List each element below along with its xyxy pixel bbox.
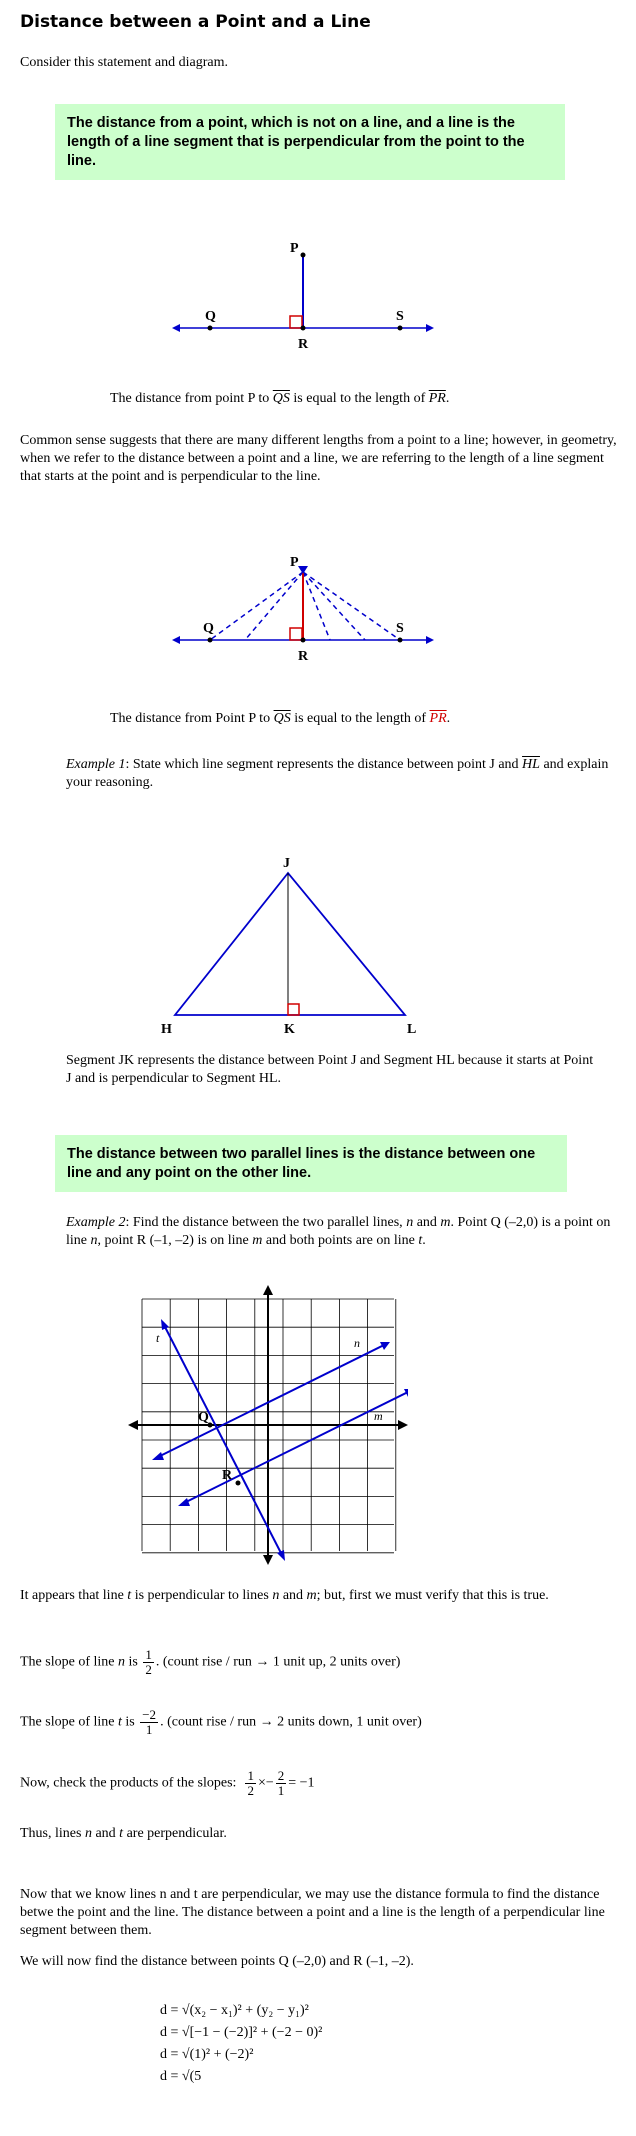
right-angle-mark [290, 316, 302, 328]
figure-many-distances [170, 552, 440, 667]
slope-products: Now, check the products of the slopes: $\frac{1}{2}$ ×− $\frac{2}{1}$ = −1 [20, 1768, 315, 1798]
arrow-down-icon [263, 1555, 273, 1565]
parallel-lines-box: The distance between two parallel lines is the distance between one line and any point on the other line. [55, 1135, 567, 1192]
label-l: L [407, 1022, 417, 1037]
formula-list [160, 2000, 322, 2088]
right-angle-mark [288, 1004, 299, 1015]
point-s [398, 326, 403, 331]
arrow-left-icon [172, 636, 180, 644]
label-r: R [298, 649, 309, 664]
point-p [301, 253, 306, 258]
figure-triangle [155, 855, 445, 1040]
point-q [208, 326, 213, 331]
label-r: R [298, 337, 309, 352]
right-angle-mark [290, 628, 302, 640]
caption-1: The distance from point P to $\overline{QS}$ is equal to the length of $\overline{PR}$. [110, 391, 450, 406]
paragraph-points: We will now find the distance between points Q (–2,0) and R (–1, –2). [20, 1954, 414, 1969]
label-q: Q [205, 309, 216, 324]
label-s: S [396, 621, 404, 636]
page-title: Distance between a Point and a Line [20, 12, 371, 32]
formula-line: d = √(1)² + (−2)² [160, 2047, 254, 2062]
thus-perpendicular: Thus, lines n and t are perpendicular. [20, 1826, 227, 1841]
arrow-right-icon [426, 324, 434, 332]
label-s: S [396, 309, 404, 324]
paragraph-common-sense: Common sense suggests that there are many different lengths from a point to a line; however, in geometry, when we refer to the distance between a point and a line, we are referring to the length of a line segment that starts at the point and is perpendicular to the line. [20, 433, 617, 484]
label-m: m [374, 1409, 383, 1423]
label-q: Q [203, 621, 214, 636]
arrow-right-icon [398, 1420, 408, 1430]
triangle-jhl [175, 873, 405, 1015]
example-1-answer: Segment JK represents the distance between Point J and Segment HL because it starts at Point J and is perpendicular to Segment HL. [66, 1053, 594, 1086]
label-p: P [290, 241, 299, 256]
label-q: Q [198, 1410, 209, 1425]
label-t: t [156, 1331, 160, 1345]
example-1-prompt: Example 1: State which line segment represents the distance between point J and $\overline{HL}$ and explain your reasoning. [66, 757, 609, 790]
slope-t: The slope of line t is $\frac{-2}{1}$ . (count rise / run → 2 units down, 1 unit over) [20, 1707, 422, 1737]
formula-line: d = √(5 [160, 2069, 202, 2084]
label-j: J [283, 856, 290, 871]
intro-text: Consider this statement and diagram. [20, 55, 229, 70]
line-m [184, 1391, 408, 1503]
arrow-up-icon [263, 1285, 273, 1295]
definition-box: The distance from a point, which is not on a line, and a line is the length of a line segment that is perpendicular from the point to the line. [55, 104, 565, 180]
paragraph-distance-formula: Now that we know lines n and t are perpendicular, we may use the distance formula to find the distance betwe the point and the line. The distance between a point and a line is the length of a perpendicular line segment between them. [20, 1887, 605, 1938]
label-n: n [354, 1336, 360, 1350]
label-k: K [284, 1022, 295, 1037]
slope-n: The slope of line n is $\frac{1}{2}$ . (count rise / run → 1 unit up, 2 units over) [20, 1647, 401, 1677]
figure-point-line [170, 240, 440, 355]
formula-line: d = √(x₂ − x₁)² + (y₂ − y₁)² [160, 2003, 309, 2018]
arrow-left-icon [128, 1420, 138, 1430]
arrow-right-icon [426, 636, 434, 644]
arrow-left-icon [172, 324, 180, 332]
label-h: H [161, 1022, 172, 1037]
caption-2: The distance from Point P to $\overline{QS}$ is equal to the length of $\overline{PR}$. [110, 711, 451, 726]
label-r: R [222, 1468, 233, 1483]
example-2-prompt: Example 2: Find the distance between the two parallel lines, n and m. Point Q (–2,0) is a point on line n, point R (–1, –2) is on line m and both points are on line t. [66, 1215, 611, 1248]
paragraph-verify: It appears that line t is perpendicular to lines n and m; but, first we must verify that this is true. [20, 1588, 549, 1603]
point-r [301, 326, 306, 331]
coordinate-graph [128, 1285, 408, 1565]
formula-line: d = √[−1 − (−2)]² + (−2 − 0)² [160, 2025, 323, 2040]
label-p: P [290, 555, 299, 570]
